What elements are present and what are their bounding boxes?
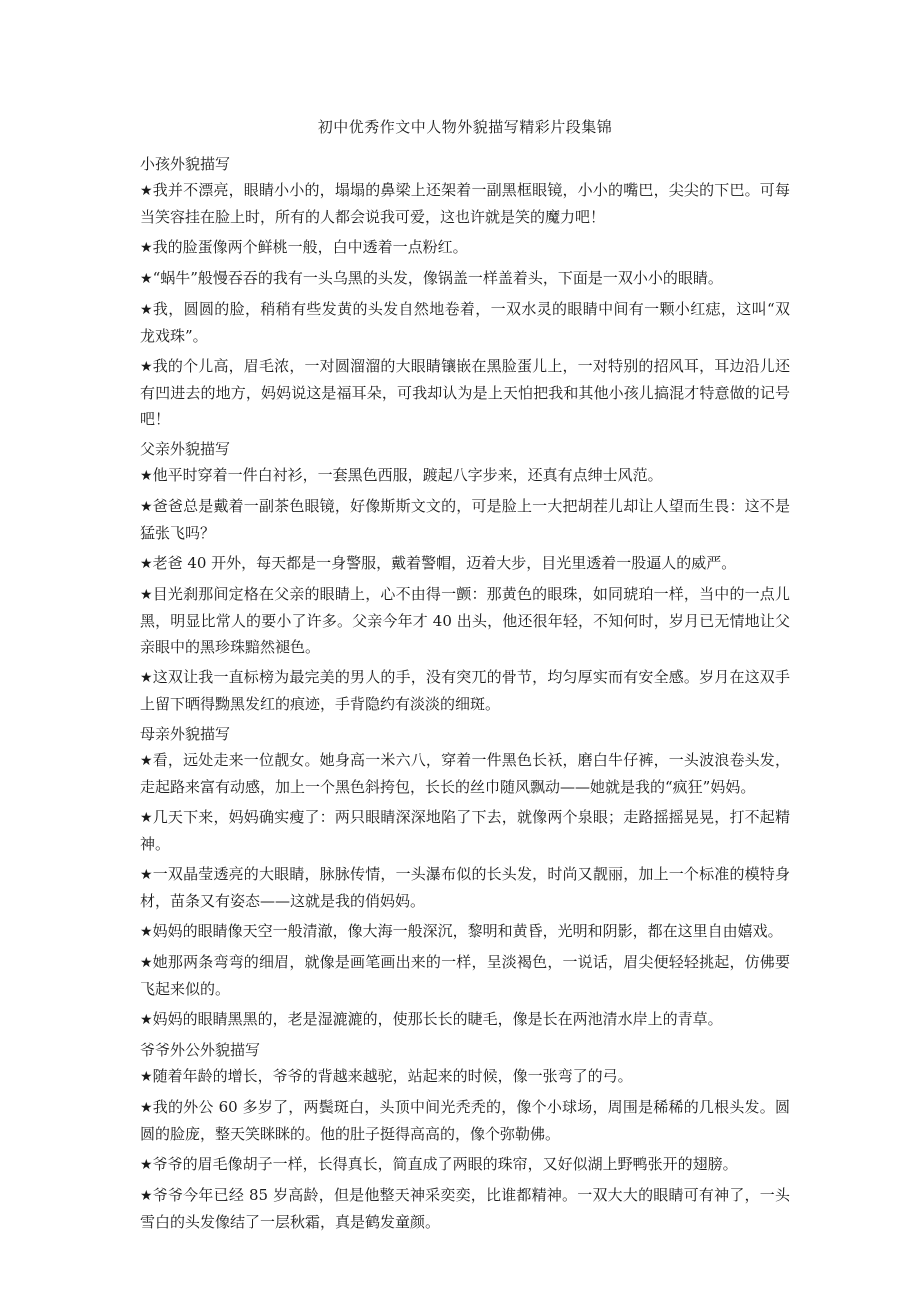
paragraph bbox=[140, 747, 790, 800]
paragraph bbox=[140, 664, 790, 717]
paragraph bbox=[140, 1006, 790, 1033]
paragraph-text: 妈妈的眼睛像天空一般清澈，像大海一般深沉，黎明和黄昏，光明和阴影，都在这里自由嬉戏。 bbox=[152, 922, 783, 940]
paragraph-text: 随着年龄的增长，爷爷的背越来越驼，站起来的时候，像一张弯了的弓。 bbox=[152, 1067, 633, 1085]
star-bullet-icon: ★ bbox=[140, 924, 153, 940]
paragraph-text: “蜗牛”般慢吞吞的我有一头乌黑的头发，像锅盖一样盖着头，下面是一双小小的眼睛。 bbox=[152, 269, 723, 287]
paragraph-text: 我并不漂亮，眼睛小小的，塌塌的鼻梁上还架着一副黑框眼镜，小小的嘴巴，尖尖的下巴。可每当笑容挂在脸上时，所有的人都会说我可爱，这也许就是笑的魔力吧！ bbox=[140, 181, 790, 226]
paragraph-text: 妈妈的眼睛黑黑的，老是湿漉漉的，使那长长的睫毛，像是长在两池清水岸上的青草。 bbox=[152, 1010, 723, 1028]
paragraph-text: 几天下来，妈妈确实瘦了：两只眼睛深深地陷了下去，就像两个泉眼；走路摇摇晃晃，打不起精神。 bbox=[140, 808, 790, 853]
document-page bbox=[140, 114, 790, 1239]
paragraph-text: 她那两条弯弯的细眉，就像是画笔画出来的一样，呈淡褐色，一说话，眉尖便轻轻挑起，仿佛要飞起来似的。 bbox=[140, 953, 790, 998]
paragraph bbox=[140, 1182, 790, 1235]
paragraph-text: 我的个儿高，眉毛浓，一对圆溜溜的大眼睛镶嵌在黑脸蛋儿上，一对特别的招风耳，耳边沿儿还有凹进去的地方，妈妈说这是福耳朵，可我却认为是上天怕把我和其他小孩儿搞混才特意做的记号吧！ bbox=[140, 357, 790, 428]
star-bullet-icon: ★ bbox=[140, 670, 153, 686]
star-bullet-icon: ★ bbox=[140, 183, 153, 199]
paragraph bbox=[140, 804, 790, 857]
paragraph bbox=[140, 1151, 790, 1178]
star-bullet-icon: ★ bbox=[140, 556, 153, 572]
paragraph-text: 爷爷今年已经 85 岁高龄，但是他整天神采奕奕，比谁都精神。一双大大的眼睛可有神了，一头雪白的头发像结了一层秋霜，真是鹤发童颜。 bbox=[140, 1186, 790, 1231]
star-bullet-icon: ★ bbox=[140, 810, 153, 826]
star-bullet-icon: ★ bbox=[140, 1188, 153, 1204]
section-heading-grandfather: 爷爷外公外貌描写 bbox=[140, 1041, 261, 1059]
paragraph-text: 他平时穿着一件白衬衫，一套黑色西服，踱起八字步来，还真有点绅士风范。 bbox=[152, 466, 663, 484]
paragraph-text: 爸爸总是戴着一副茶色眼镜，好像斯斯文文的，可是脸上一大把胡茬儿却让人望而生畏：这不是猛张飞吗？ bbox=[140, 497, 790, 542]
star-bullet-icon: ★ bbox=[140, 499, 153, 515]
paragraph bbox=[140, 265, 790, 292]
star-bullet-icon: ★ bbox=[140, 955, 153, 971]
star-bullet-icon: ★ bbox=[140, 302, 153, 318]
star-bullet-icon: ★ bbox=[140, 867, 153, 883]
star-bullet-icon: ★ bbox=[140, 753, 153, 769]
star-bullet-icon: ★ bbox=[140, 271, 153, 287]
paragraph-text: 一双晶莹透亮的大眼睛，脉脉传情，一头瀑布似的长头发，时尚又靓丽，加上一个标准的模特身材，苗条又有姿态——这就是我的俏妈妈。 bbox=[140, 865, 790, 910]
paragraph-text: 爷爷的眉毛像胡子一样，长得真长，简直成了两眼的珠帘，又好似湖上野鸭张开的翅膀。 bbox=[152, 1155, 738, 1173]
document-title: 初中优秀作文中人物外貌描写精彩片段集锦 bbox=[317, 118, 613, 136]
paragraph bbox=[140, 296, 790, 349]
paragraph bbox=[140, 918, 790, 945]
paragraph bbox=[140, 949, 790, 1002]
paragraph bbox=[140, 550, 790, 577]
paragraph bbox=[140, 1094, 790, 1147]
section-heading-mother: 母亲外貌描写 bbox=[140, 725, 231, 743]
section-heading-child: 小孩外貌描写 bbox=[140, 155, 231, 173]
paragraph-text: 我，圆圆的脸，稍稍有些发黄的头发自然地卷着，一双水灵的眼睛中间有一颗小红痣，这叫“双龙戏珠”。 bbox=[140, 300, 790, 345]
paragraph-text: 老爸 40 开外，每天都是一身警服，戴着警帽，迈着大步，目光里透着一股逼人的威严。 bbox=[152, 554, 737, 572]
star-bullet-icon: ★ bbox=[140, 1100, 153, 1116]
star-bullet-icon: ★ bbox=[140, 359, 153, 375]
star-bullet-icon: ★ bbox=[140, 468, 153, 484]
paragraph-text: 目光刹那间定格在父亲的眼睛上，心不由得一颤：那黄色的眼珠，如同琥珀一样，当中的一点儿黑，明显比常人的要小了许多。父亲今年才 40 出头，他还很年轻，不知何时，岁月已无情地让父亲眼中的黑珍珠黯然褪色。 bbox=[140, 585, 790, 656]
star-bullet-icon: ★ bbox=[140, 1157, 153, 1173]
paragraph bbox=[140, 177, 790, 230]
paragraph-text: 看，远处走来一位靓女。她身高一米六八，穿着一件黑色长袄，磨白牛仔裤，一头波浪卷头发，走起路来富有动感，加上一个黑色斜挎包，长长的丝巾随风飘动——她就是我的“疯狂”妈妈。 bbox=[140, 751, 790, 796]
paragraph bbox=[140, 353, 790, 432]
star-bullet-icon: ★ bbox=[140, 1012, 153, 1028]
paragraph-text: 我的脸蛋像两个鲜桃一般，白中透着一点粉红。 bbox=[152, 238, 468, 256]
paragraph bbox=[140, 861, 790, 914]
section-heading-father: 父亲外貌描写 bbox=[140, 440, 231, 458]
paragraph bbox=[140, 462, 790, 489]
paragraph-text: 这双让我一直标榜为最完美的男人的手，没有突兀的骨节，均匀厚实而有安全感。岁月在这双手上留下晒得黝黑发红的痕迹，手背隐约有淡淡的细斑。 bbox=[140, 668, 790, 713]
star-bullet-icon: ★ bbox=[140, 587, 153, 603]
star-bullet-icon: ★ bbox=[140, 240, 153, 256]
paragraph-text: 我的外公 60 多岁了，两鬓斑白，头顶中间光秃秃的，像个小球场，周围是稀稀的几根头发。圆圆的脸庞，整天笑眯眯的。他的肚子挺得高高的，像个弥勒佛。 bbox=[140, 1098, 790, 1143]
paragraph bbox=[140, 1063, 790, 1090]
paragraph bbox=[140, 493, 790, 546]
paragraph bbox=[140, 234, 790, 261]
star-bullet-icon: ★ bbox=[140, 1069, 153, 1085]
paragraph bbox=[140, 581, 790, 660]
